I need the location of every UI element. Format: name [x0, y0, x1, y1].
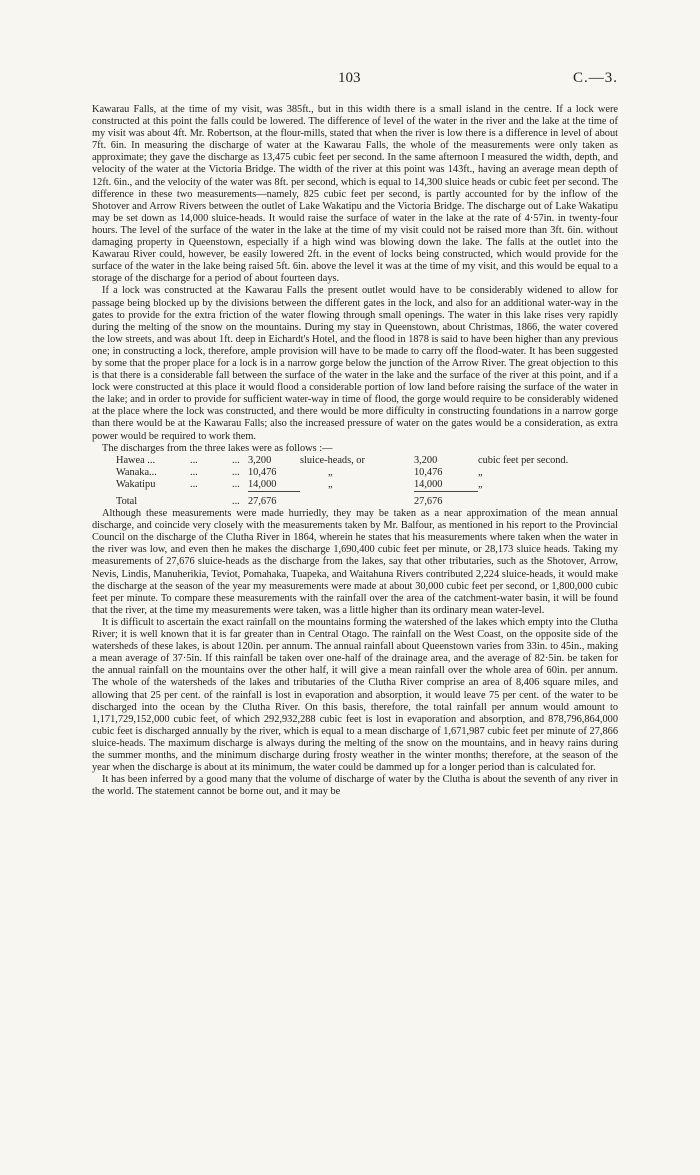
discharge-table [116, 455, 588, 508]
paragraph: The discharges from the three lakes were as follows :— [102, 442, 333, 454]
paragraph: It has been inferred by a good many that the volume of discharge of water by the Clutha is about the seventh of any river in the world. The statement cannot be borne out, and it may be [92, 774, 618, 798]
document-body [92, 104, 618, 798]
page-header [92, 70, 618, 88]
document-reference: C.—3. [572, 70, 618, 86]
table-total-row: Total ... 27,676 27,676 [116, 496, 443, 507]
table-row: Wakatipu ... ... 14,000 „ 14,000 „ [116, 478, 483, 490]
page-number: 103 [338, 70, 361, 86]
paragraph: Kawarau Falls, at the time of my visit, was 385ft., but in this width there is a small island in the centre. If a lock were constructed at this point the falls could be lowered. The difference of level of the water in the river and the lake at the time of my visit was about 4ft. Mr. Robertson, at the flour-mills, stated that when the river is low there is a difference in level of about 7ft. 6in. In measuring the discharge of water at the Kawarau Falls, the whole of the measurements were only taken as approximate; they gave the discharge as 13,475 cubic feet per second. In the same afternoon I measured the width, depth, and velocity of the water at the Victoria Bridge. The width of the river at this point was 143ft., having an average mean depth of 12ft. 6in., and the velocity of the water was 8ft. per second, which is equal to 14,300 sluice heads or cubic feet per second. The difference in these two measurements—namely, 825 cubic feet per second, is partly accounted for by the inflow of the Shotover and Arrow Rivers between the outlet of Lake Wakatipu and the Victoria Bridge. The discharge out of Lake Wakatipu may be set down as 14,000 sluice-heads. It would raise the surface of water in the lake at the rate of 4·57in. in twenty-four hours. The level of the surface of the water in the lake at the time of my visit could not be raised more than 3ft. 6in. without damaging property in Queenstown, especially if a high wind was blowing down the lake. The falls at the outlet into the Kawarau River could, however, be easily lowered 2ft. in the event of locks being constructed, which would provide for the surface of the water in the lake being raised 5ft. 6in. above the level it was at the time of my visit, and this would be equal to a storage of the discharge for a period of about fourteen days. [92, 104, 618, 285]
table-row: Hawea ... ... ... 3,200 sluice-heads, or 3,200 cubic feet per second. [116, 454, 569, 466]
table-row: Wanaka... ... ... 10,476 „ 10,476 „ [116, 466, 483, 478]
paragraph: It is difficult to ascertain the exact rainfall on the mountains forming the watershed of the lakes which empty into the Clutha River; it is well known that it is far greater than in Central Otago. The rainfall on the West Coast, on the opposite side of the watersheds of these lakes, is about 120in. per annum. The annual rainfall about Queenstown varies from 33in. to 45in., making a mean average of 37·5in. If this rainfall be taken over one-half of the drainage area, and the average of 82·5in. be taken for the annual rainfall on the mountains over the other half, it will give a mean rainfall over the whole area of 60in. per annum. The whole of the watersheds of the lakes and tributaries of the Clutha River comprise an area of 8,406 square miles, and allowing that 25 per cent. of the rainfall is lost in evaporation and absorption, it would leave 75 per cent. of the water to be discharged into the ocean by the Clutha River. On this basis, therefore, the total rainfall per annum would amount to 1,171,729,152,000 cubic feet, of which 292,932,288 cubic feet is lost in evaporation and absorption, and 878,796,864,000 cubic feet is discharged annually by the river, which is equal to a mean discharge of 1,671,987 cubic feet per minute of 27,866 sluice-heads. The maximum discharge is always during the melting of the snow on the mountains, and in heavy rains during the summer months, and the minimum discharge during frosty weather in the winter months; therefore, at the season of the year when the discharge is about at its minimum, the water could be dammed up for a longer period than is calculated for. [92, 616, 618, 774]
paragraph: If a lock was constructed at the Kawarau Falls the present outlet would have to be considerably widened to allow for passage being blocked up by the divisions between the different gates in the lock, and also for an additional water-way in the gates to provide for the extra friction of the water flowing through small openings. The water in this lake rises very rapidly during the melting of the snow on the mountains. During my stay in Queenstown, about Christmas, 1866, the water covered the low streets, and was about 1ft. deep in Eichardt's Hotel, and the flood in 1878 is said to have been higher than any previous one; in constructing a lock, therefore, ample provision will have to be made to carry off the flood-water. It has been suggested by some that the proper place for a lock is in a narrow gorge below the junction of the Arrow River. The great objection to this is that there is a considerable fall between the surface of the water in the lake and the surface of the river at this point, and if a lock were constructed at this place it would flood a considerable portion of low land before raising the surface of the water in the lake; and in order to provide for sufficient water-way in time of flood, the gorge would require to be considerably widened at the place where the lock was constructed, and there would be more difficulty in constructing foundations in a narrow gorge than there would be at the Kawarau Falls; also the increased pressure of water on the gates would be a consideration, as extra power would be required to work them. [92, 285, 618, 442]
paragraph: Although these measurements were made hurriedly, they may be taken as a near approximation of the mean annual discharge, and coincide very closely with the measurements taken by Mr. Balfour, as mentioned in his report to the Provincial Council on the discharge of the Clutha River in 1864, wherein he states that his measurements where taken when the water in the river was low, and even then he makes the discharge 1,690,400 cubic feet per minute, or 28,173 sluice heads. Taking my measurements of 27,676 sluice-heads as the discharge from the lakes, say that other tributaries, such as the Shotover, Arrow, Nevis, Lindis, Manuherikia, Teviot, Pomahaka, Tuapeka, and Waitahuna Rivers contributed 2,224 sluice-heads, it would make the discharge at the season of the year my measurements were made at about 30,000 cubic feet per second, or 1,800,000 cubic feet per minute. To compare these measurements with the rainfall over the area of the catchment-water basin, it will be found that the river, at the time my measurements were taken, was a little higher than its ordinary mean water-level. [92, 508, 618, 616]
